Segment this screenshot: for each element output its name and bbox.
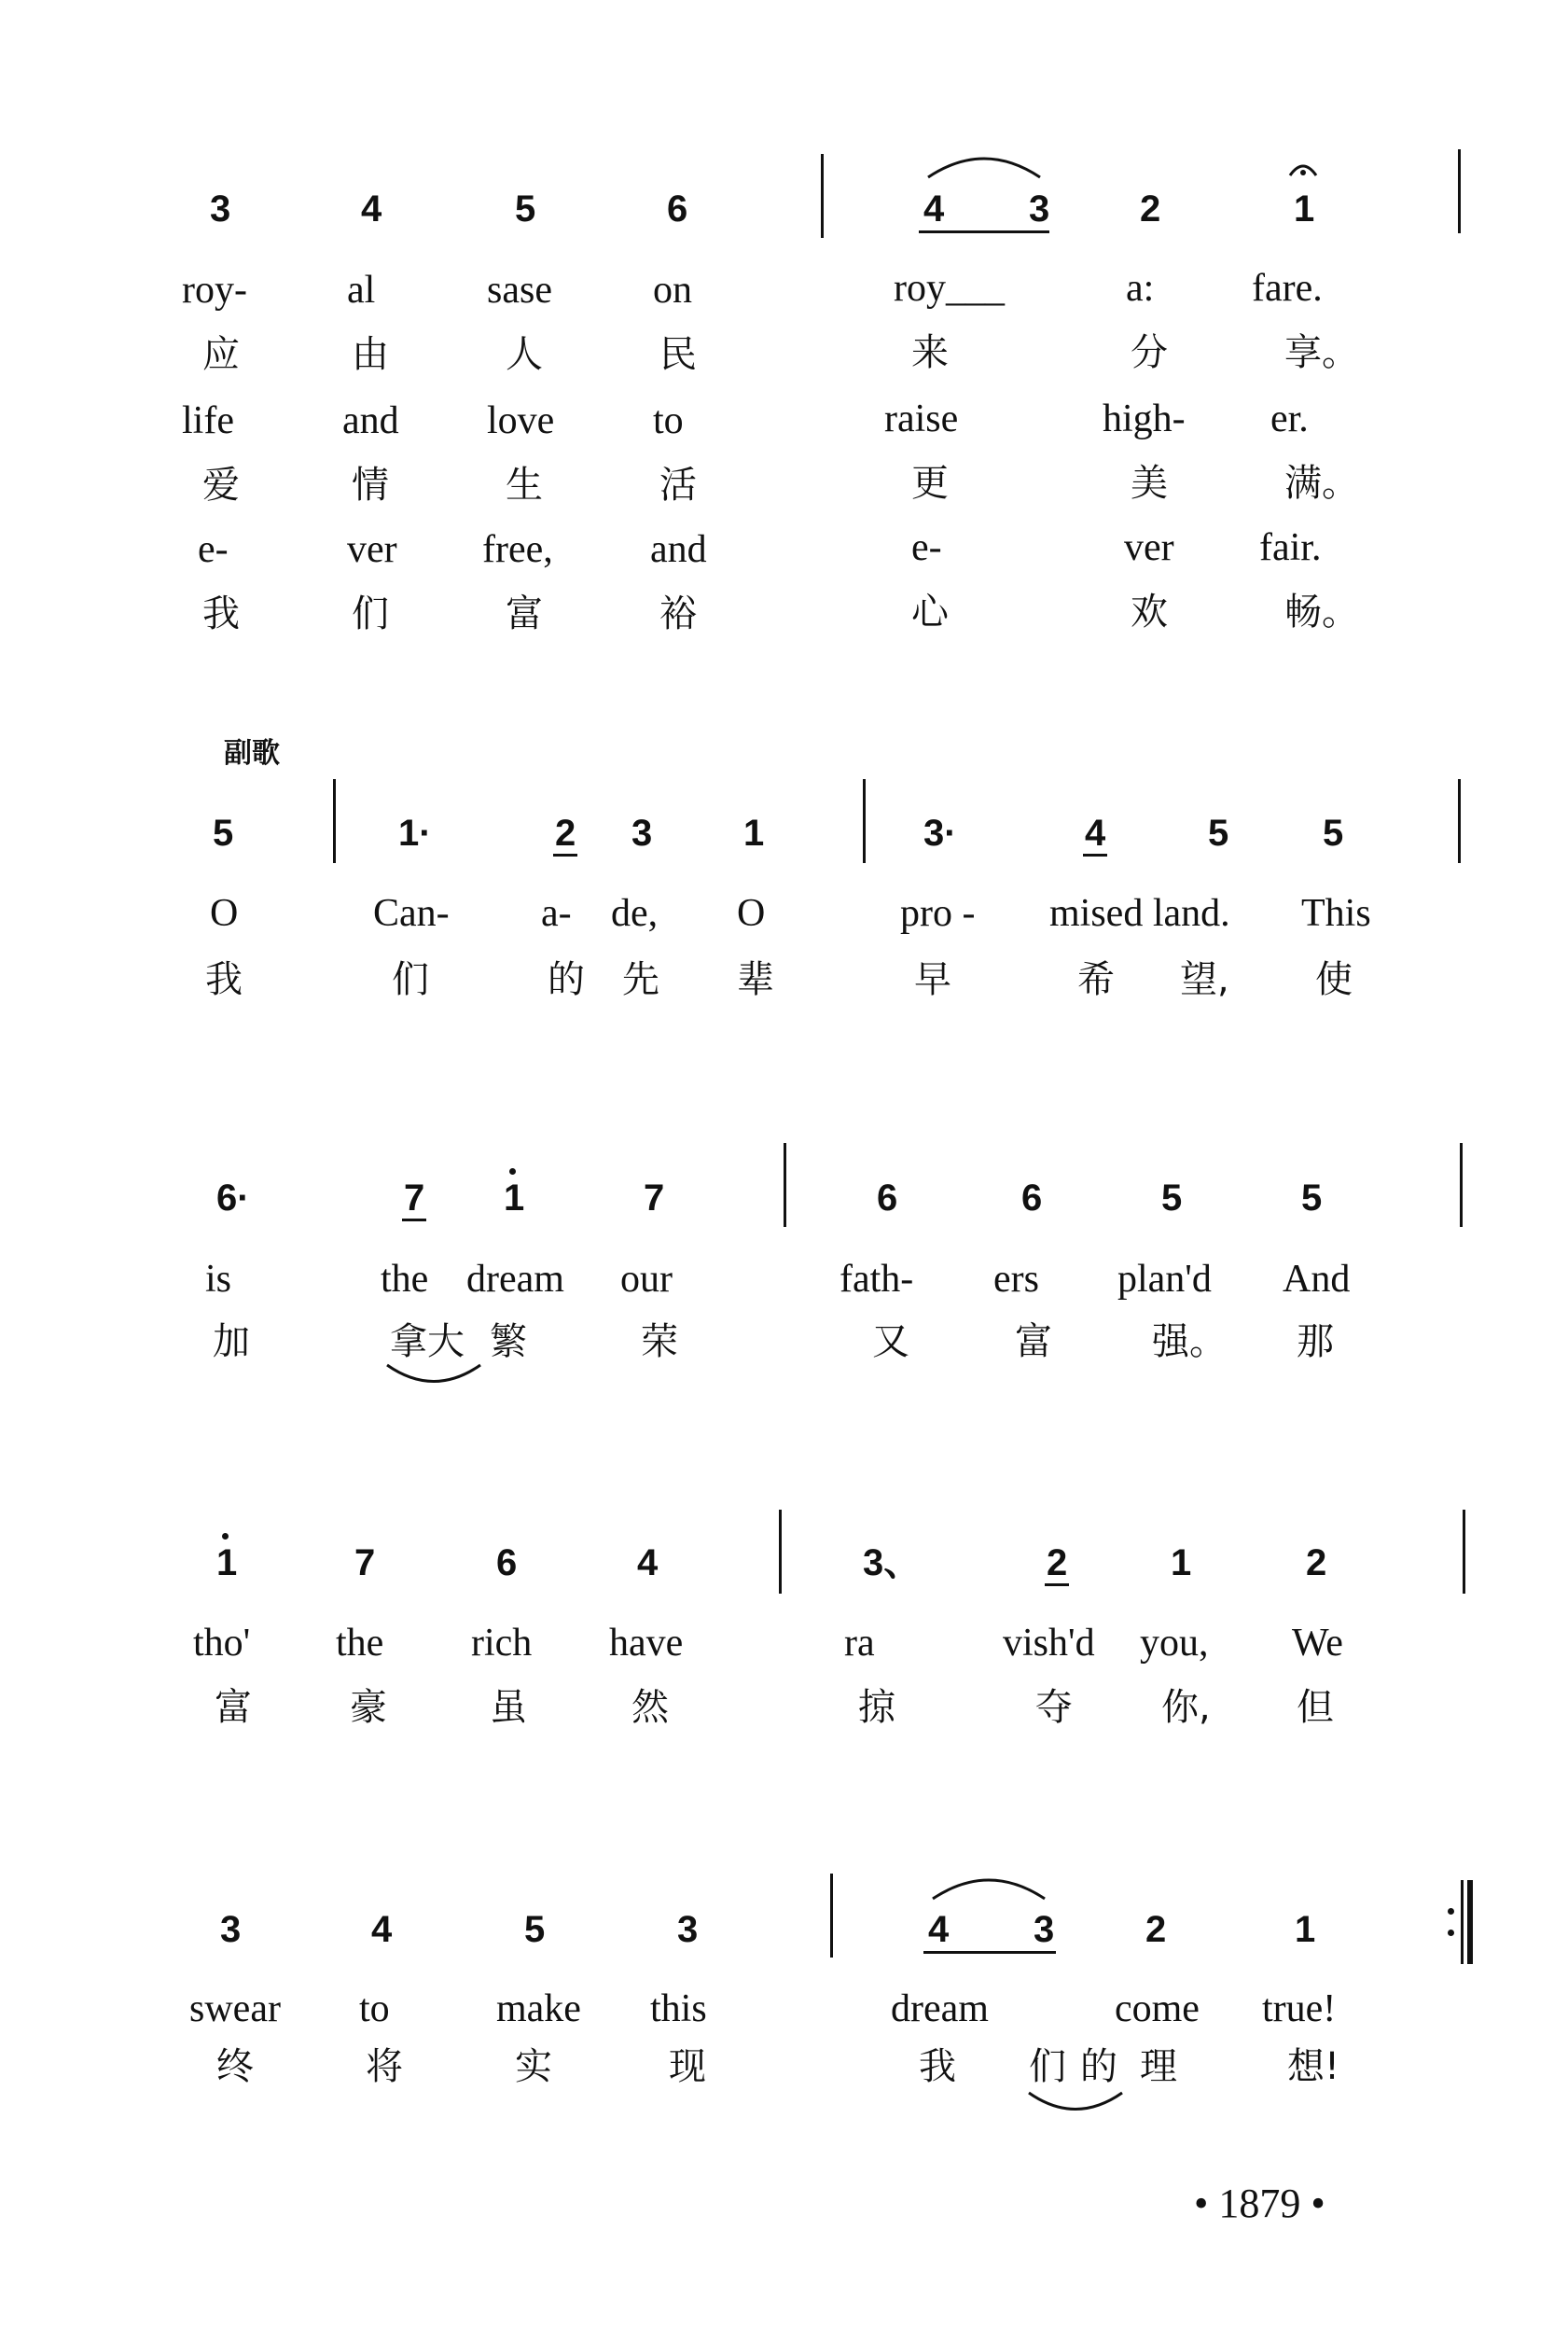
bar-line — [821, 154, 824, 238]
lyric-zh: 你, — [1161, 1686, 1211, 1729]
high-octave-dot — [222, 1533, 229, 1540]
note: 1 — [504, 1177, 525, 1219]
note: 7 — [404, 1177, 425, 1219]
lyric-en: you, — [1140, 1622, 1209, 1665]
lyric-zh: 望, — [1180, 958, 1229, 1001]
lyric-en: ra — [844, 1622, 875, 1665]
lyric-en: ver — [347, 528, 397, 571]
lyric-zh: 又 — [872, 1320, 909, 1363]
lyric-en: and — [342, 399, 399, 442]
lyric-zh: 将 — [366, 2045, 403, 2088]
note: 5 — [1301, 1177, 1323, 1219]
note: 1· — [398, 813, 432, 854]
lyric-zh: 先 — [622, 958, 659, 1001]
lyric-zh: 拿大 — [390, 1320, 465, 1363]
lyric-zh: 掠 — [858, 1686, 895, 1729]
lyric-zh: 我 — [202, 592, 240, 635]
lyric-en: de, — [611, 892, 659, 935]
bar-line — [333, 779, 336, 863]
lyric-en: life — [182, 399, 234, 442]
lyric-en: a: — [1126, 267, 1155, 310]
note: 5 — [515, 188, 536, 230]
note-underline — [553, 854, 577, 857]
lyric-en: the — [336, 1622, 384, 1665]
note: 1 — [1295, 1909, 1316, 1950]
lyric-zh: 们 — [1029, 2045, 1066, 2088]
note: 3 — [677, 1909, 699, 1950]
lyric-en: ver — [1124, 526, 1174, 569]
note: 2 — [1047, 1542, 1068, 1583]
lyric-en: is — [205, 1258, 232, 1301]
lyric-zh: 享。 — [1284, 331, 1359, 374]
note-underline — [1045, 1583, 1069, 1586]
lyric-zh: 然 — [631, 1686, 669, 1729]
lyric-en: This — [1301, 892, 1371, 935]
note: 2 — [555, 813, 576, 854]
lyric-zh: 更 — [911, 462, 949, 505]
lyric-en: ers — [993, 1258, 1039, 1301]
note: 3· — [923, 813, 957, 854]
note: 2 — [1306, 1542, 1327, 1583]
lyric-en: roy- — [182, 269, 247, 312]
lyric-zh: 的 — [1080, 2045, 1117, 2088]
note-underline — [402, 1219, 426, 1221]
lyric-zh: 理 — [1140, 2045, 1177, 2088]
note: 6 — [877, 1177, 898, 1219]
lyric-zh: 由 — [352, 333, 389, 376]
section-label: 副歌 — [224, 737, 280, 770]
note: 3 — [210, 188, 231, 230]
lyric-zh: 心 — [911, 591, 949, 634]
note: 3 — [1034, 1909, 1055, 1950]
lyric-en: our — [620, 1258, 673, 1301]
lyric-zh: 想! — [1287, 2045, 1340, 2088]
note: 1 — [216, 1542, 238, 1583]
lyric-zh: 们 — [352, 592, 389, 635]
bar-line — [830, 1874, 833, 1958]
bar-line-thick — [1467, 1880, 1473, 1964]
lyric-en: pro - — [900, 892, 976, 935]
note: 4 — [361, 188, 382, 230]
lyric-en: and — [650, 528, 707, 571]
note: 4 — [371, 1909, 393, 1950]
lyric-en: true! — [1262, 1987, 1337, 2030]
bar-line — [1458, 149, 1461, 233]
note: 5 — [1208, 813, 1229, 854]
lyric-en: have — [609, 1622, 684, 1665]
note: 4 — [1085, 813, 1106, 854]
lyric-zh: 终 — [216, 2045, 254, 2088]
bar-line — [779, 1510, 782, 1594]
lyric-en: love — [487, 399, 555, 442]
lyric-zh: 分 — [1131, 331, 1168, 374]
lyric-en: the — [381, 1258, 429, 1301]
lyric-en: plan'd — [1117, 1258, 1212, 1301]
lyric-zh: 早 — [914, 958, 951, 1001]
bar-line — [1458, 779, 1461, 863]
lyric-en: this — [650, 1987, 707, 2030]
lyric-en: mised land. — [1049, 892, 1230, 935]
lyric-en: high- — [1103, 397, 1186, 440]
lyric-en: dream — [466, 1258, 564, 1301]
lyric-en: O — [737, 892, 766, 935]
note: 4 — [637, 1542, 659, 1583]
note: 4 — [923, 188, 945, 230]
lyric-zh: 来 — [911, 331, 949, 374]
note: 5 — [1161, 1177, 1183, 1219]
lyric-en: And — [1283, 1258, 1351, 1301]
lyric-en: We — [1292, 1622, 1343, 1665]
lyric-en: come — [1115, 1987, 1200, 2030]
lyric-en: free, — [482, 528, 553, 571]
note: 1 — [743, 813, 765, 854]
note: 5 — [213, 813, 234, 854]
lyric-zh: 欢 — [1131, 591, 1168, 634]
lyric-en: raise — [884, 397, 959, 440]
lyric-en: al — [347, 269, 376, 312]
lyric-en: vish'd — [1003, 1622, 1095, 1665]
lyric-zh: 富 — [215, 1686, 252, 1729]
lyric-zh: 应 — [202, 333, 240, 376]
lyric-zh: 荣 — [641, 1320, 678, 1363]
note: 5 — [524, 1909, 546, 1950]
lyric-en: dream — [891, 1987, 989, 2030]
note: 3 — [631, 813, 653, 854]
lyric-zh: 爱 — [202, 464, 240, 507]
page-number: • 1879 • — [1194, 2181, 1325, 2226]
lyric-zh: 现 — [669, 2045, 706, 2088]
lyric-zh: 富 — [1015, 1320, 1052, 1363]
lyric-zh: 虽 — [490, 1686, 527, 1729]
lyric-zh: 强。 — [1152, 1320, 1227, 1363]
note: 6 — [667, 188, 688, 230]
lyric-zh: 实 — [515, 2045, 552, 2088]
note: 5 — [1323, 813, 1344, 854]
lyric-zh: 但 — [1297, 1686, 1334, 1729]
lyric-en: sase — [487, 269, 552, 312]
lyric-en: O — [210, 892, 239, 935]
lyric-zh: 我 — [205, 958, 243, 1001]
note: 7 — [644, 1177, 665, 1219]
note: 6 — [1021, 1177, 1043, 1219]
note: 2 — [1140, 188, 1161, 230]
slur-mark — [923, 145, 1045, 182]
note: 6· — [216, 1177, 250, 1219]
lyric-en: swear — [189, 1987, 281, 2030]
lyric-en: Can- — [373, 892, 450, 935]
lyric-en: rich — [471, 1622, 533, 1665]
lyric-zh: 繁 — [490, 1320, 527, 1363]
lyric-zh: 情 — [352, 464, 389, 507]
lyric-en: fair. — [1259, 526, 1322, 569]
lyric-en: make — [496, 1987, 581, 2030]
repeat-dot — [1448, 1908, 1454, 1915]
lyric-zh: 民 — [659, 333, 697, 376]
note: 4 — [928, 1909, 950, 1950]
slur-mark — [382, 1360, 485, 1388]
lyric-en: fare. — [1252, 267, 1323, 310]
lyric-en: to — [359, 1987, 390, 2030]
slur-mark — [1024, 2088, 1127, 2116]
lyric-zh: 的 — [548, 958, 585, 1001]
lyric-zh: 畅。 — [1284, 591, 1359, 634]
beam-underline — [919, 230, 1049, 233]
lyric-en: a- — [541, 892, 572, 935]
lyric-zh: 人 — [506, 333, 543, 376]
lyric-en: er. — [1270, 397, 1309, 440]
lyric-en: tho' — [193, 1622, 251, 1665]
note: 3 — [1029, 188, 1050, 230]
lyric-zh: 加 — [213, 1320, 250, 1363]
lyric-zh: 夺 — [1035, 1686, 1073, 1729]
note: 7 — [354, 1542, 376, 1583]
lyric-zh: 豪 — [350, 1686, 387, 1729]
lyric-en: fath- — [840, 1258, 914, 1301]
lyric-zh: 们 — [392, 958, 429, 1001]
lyric-zh: 使 — [1315, 958, 1353, 1001]
lyric-zh: 辈 — [737, 958, 774, 1001]
beam-underline — [923, 1951, 1056, 1954]
lyric-zh: 生 — [506, 464, 543, 507]
lyric-en: on — [653, 269, 692, 312]
lyric-zh: 满。 — [1284, 462, 1359, 505]
lyric-en: e- — [198, 528, 229, 571]
lyric-zh: 活 — [659, 464, 697, 507]
bar-line — [1463, 1510, 1465, 1594]
note: 3、 — [863, 1542, 922, 1583]
bar-line — [863, 779, 866, 863]
fermata-mark — [1287, 157, 1319, 179]
note: 1 — [1294, 188, 1315, 230]
bar-line — [784, 1143, 786, 1227]
note: 2 — [1145, 1909, 1167, 1950]
lyric-en: to — [653, 399, 684, 442]
note: 3 — [220, 1909, 242, 1950]
lyric-zh: 那 — [1297, 1320, 1334, 1363]
lyric-zh: 裕 — [659, 592, 697, 635]
lyric-en: roy___ — [894, 267, 1005, 310]
lyric-zh: 希 — [1077, 958, 1115, 1001]
note-underline — [1083, 854, 1107, 857]
lyric-zh: 富 — [506, 592, 543, 635]
note: 6 — [496, 1542, 518, 1583]
high-octave-dot — [509, 1168, 516, 1175]
lyric-en: e- — [911, 526, 942, 569]
bar-line — [1460, 1143, 1463, 1227]
note: 1 — [1171, 1542, 1192, 1583]
slur-mark — [928, 1866, 1049, 1903]
lyric-zh: 美 — [1131, 462, 1168, 505]
lyric-zh: 我 — [919, 2045, 956, 2088]
bar-line-thin — [1461, 1880, 1464, 1964]
repeat-dot — [1448, 1930, 1454, 1936]
